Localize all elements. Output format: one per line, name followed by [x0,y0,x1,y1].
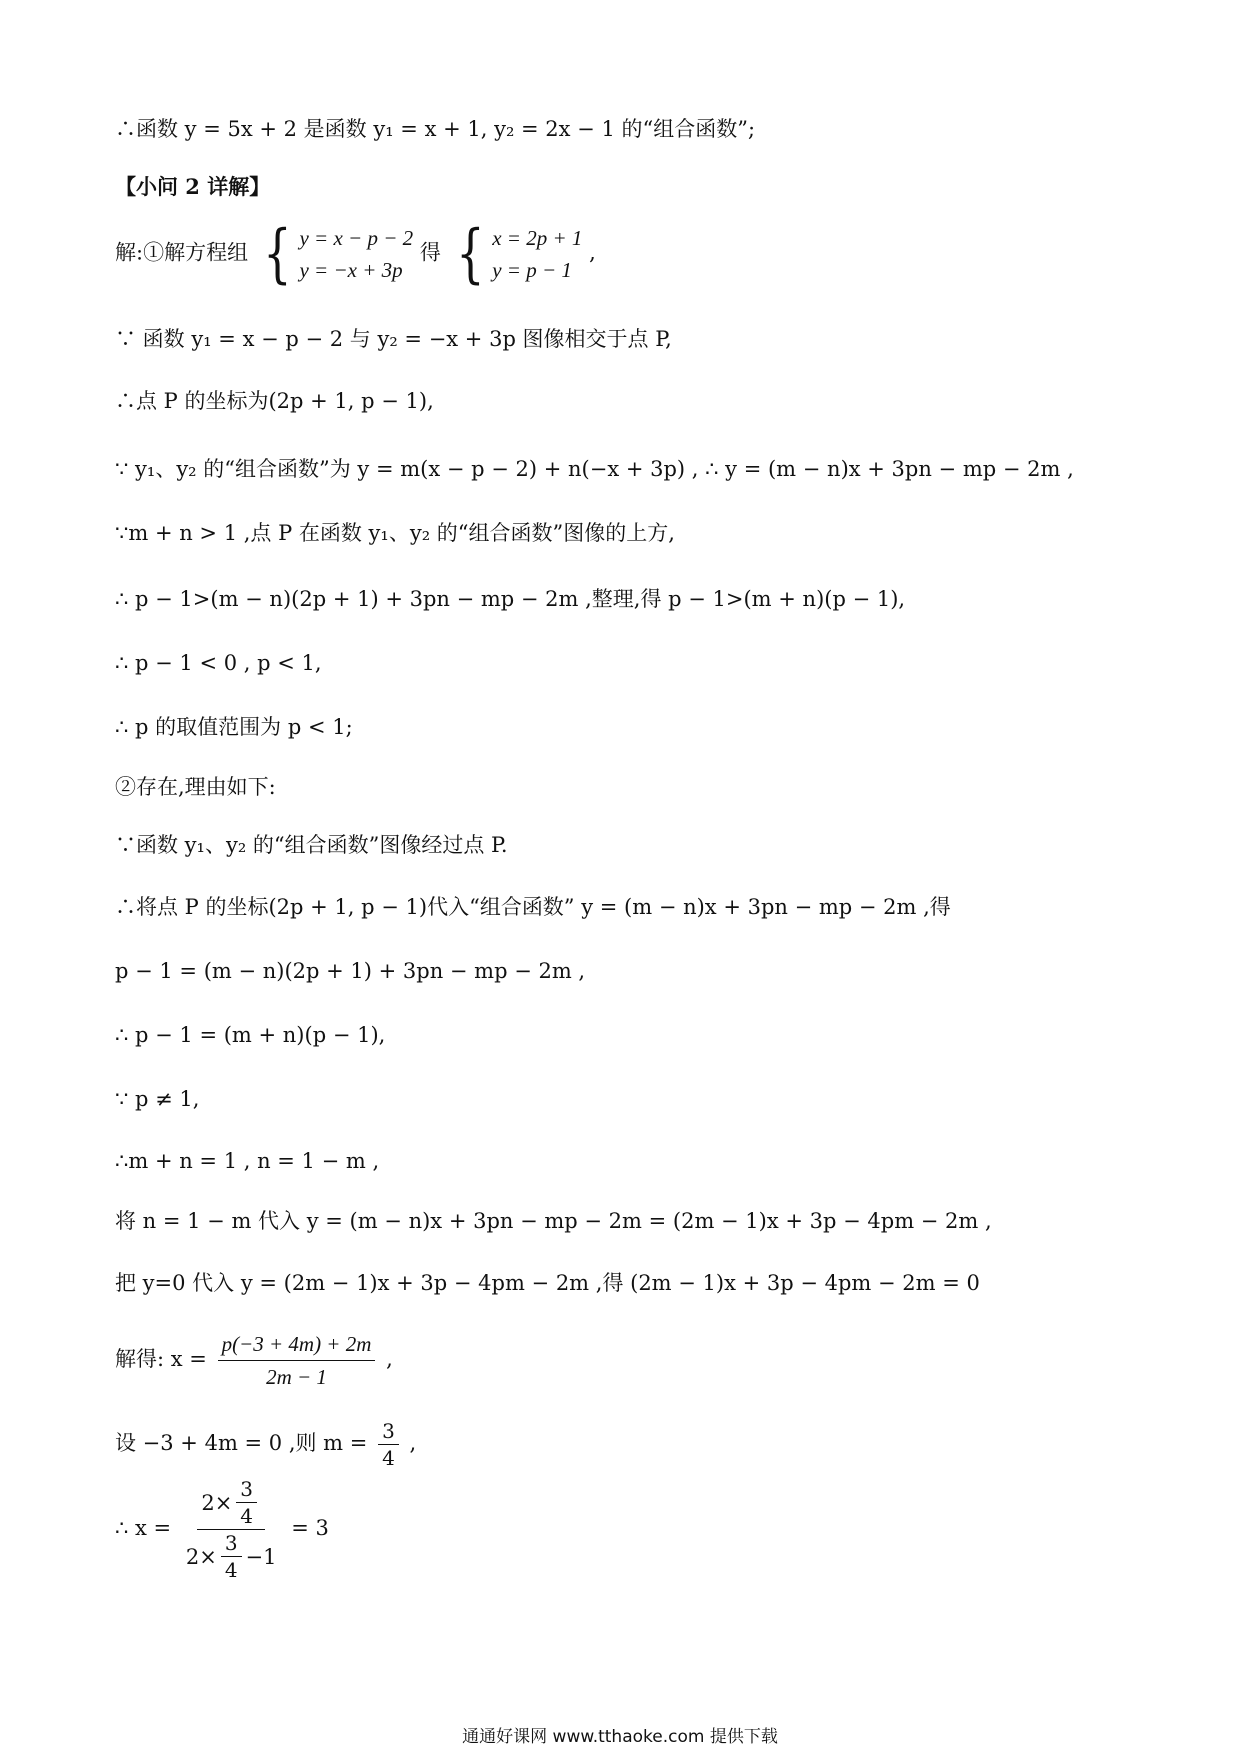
fraction-denominator: 2m − 1 [266,1365,327,1389]
system-mid: 得 [419,240,441,265]
final-fraction [182,1478,281,1581]
solve-suffix: , [386,1347,393,1371]
inequality-line: ∴ p − 1>(m − n)(2p + 1) + 3pn − mp − 2m ,整理,得 p − 1>(m + n)(p − 1), [115,587,906,611]
condition-line: ∵m + n > 1 ,点 P 在函数 y₁、y₂ 的“组合函数”图像的上方, [115,521,675,545]
pass-through-line: ∵函数 y₁、y₂ 的“组合函数”图像经过点 P. [115,833,508,857]
fraction-numerator: 3 [378,1420,399,1445]
page-footer: 通通好课网 www.tthaoke.com 提供下载 [462,1727,778,1747]
final-line [115,1478,329,1581]
range-line: ∴ p 的取值范围为 p < 1; [115,715,353,739]
brace-icon: { [455,217,485,291]
solve-fraction [218,1330,376,1391]
set-prefix: 设 −3 + 4m = 0 ,则 m = [115,1431,368,1455]
conclusion-line: ∴函数 y = 5x + 2 是函数 y₁ = x + 1, y₂ = 2x − 1 的“组合函数”; [115,117,756,141]
denominator-fraction [221,1532,242,1581]
solve-prefix: 解得: x = [115,1347,207,1371]
fraction-numerator: 3 [236,1478,257,1503]
fraction-denominator: 4 [382,1446,395,1470]
system-1-row-1: y = x − p − 2 [299,226,414,250]
fraction-numerator: p(−3 + 4m) + 2m [218,1330,376,1361]
system-1-row-2: y = −x + 3p [299,258,403,282]
system-1 [255,217,414,291]
substitute-n-line: 将 n = 1 − m 代入 y = (m − n)x + 3pn − mp − 2m = (2m − 1)x + 3p − 4pm − 2m , [115,1209,992,1233]
set-line [115,1420,416,1469]
final-prefix: ∴ x = [115,1516,172,1540]
denominator-factor: 2× [185,1544,217,1569]
simplified-line: ∴ p − 1 = (m + n)(p − 1), [115,1023,386,1047]
set-suffix: , [409,1431,417,1455]
set-fraction [378,1420,399,1469]
point-p-line: ∴点 P 的坐标为(2p + 1, p − 1), [115,389,434,413]
numerator-fraction [236,1478,257,1527]
solve-line [115,1330,393,1391]
denominator-minus: −1 [245,1544,277,1569]
p-neq-line: ∵ p ≠ 1, [115,1087,200,1111]
intersection-line: ∵ 函数 y₁ = x − p − 2 与 y₂ = −x + 3p 图像相交于点 P, [115,327,672,351]
final-numerator [197,1478,265,1530]
part2-heading: ②存在,理由如下: [115,775,276,799]
brace-icon: { [262,217,292,291]
final-denominator [182,1530,281,1581]
system-2-row-2: y = p − 1 [492,258,572,282]
equation-system-line [115,217,596,291]
y-zero-line: 把 y=0 代入 y = (2m − 1)x + 3p − 4pm − 2m ,得 (2m − 1)x + 3p − 4pm − 2m = 0 [115,1271,980,1295]
section-heading: 【小问 2 详解】 [115,174,271,199]
substitute-line: ∴将点 P 的坐标(2p + 1, p − 1)代入“组合函数” y = (m − n)x + 3pn − mp − 2m ,得 [115,895,951,919]
system-2-row-1: x = 2p + 1 [492,226,583,250]
fraction-denominator: 4 [224,1558,238,1582]
fraction-denominator: 4 [240,1504,254,1528]
combined-function-line: ∵ y₁、y₂ 的“组合函数”为 y = m(x − p − 2) + n(−x + 3p) , ∴ y = (m − n)x + 3pn − mp − 2m , [115,457,1074,481]
system-suffix: , [589,240,596,265]
final-suffix: = 3 [291,1516,329,1540]
system-prefix: 解:①解方程组 [115,240,249,265]
equation-line: p − 1 = (m − n)(2p + 1) + 3pn − mp − 2m , [115,959,586,983]
fraction-numerator: 3 [221,1532,242,1557]
system-2 [448,217,583,291]
m-plus-n-line: ∴m + n = 1 , n = 1 − m , [115,1149,380,1173]
numerator-factor: 2× [201,1490,233,1515]
p-less-line: ∴ p − 1 < 0 , p < 1, [115,651,322,675]
